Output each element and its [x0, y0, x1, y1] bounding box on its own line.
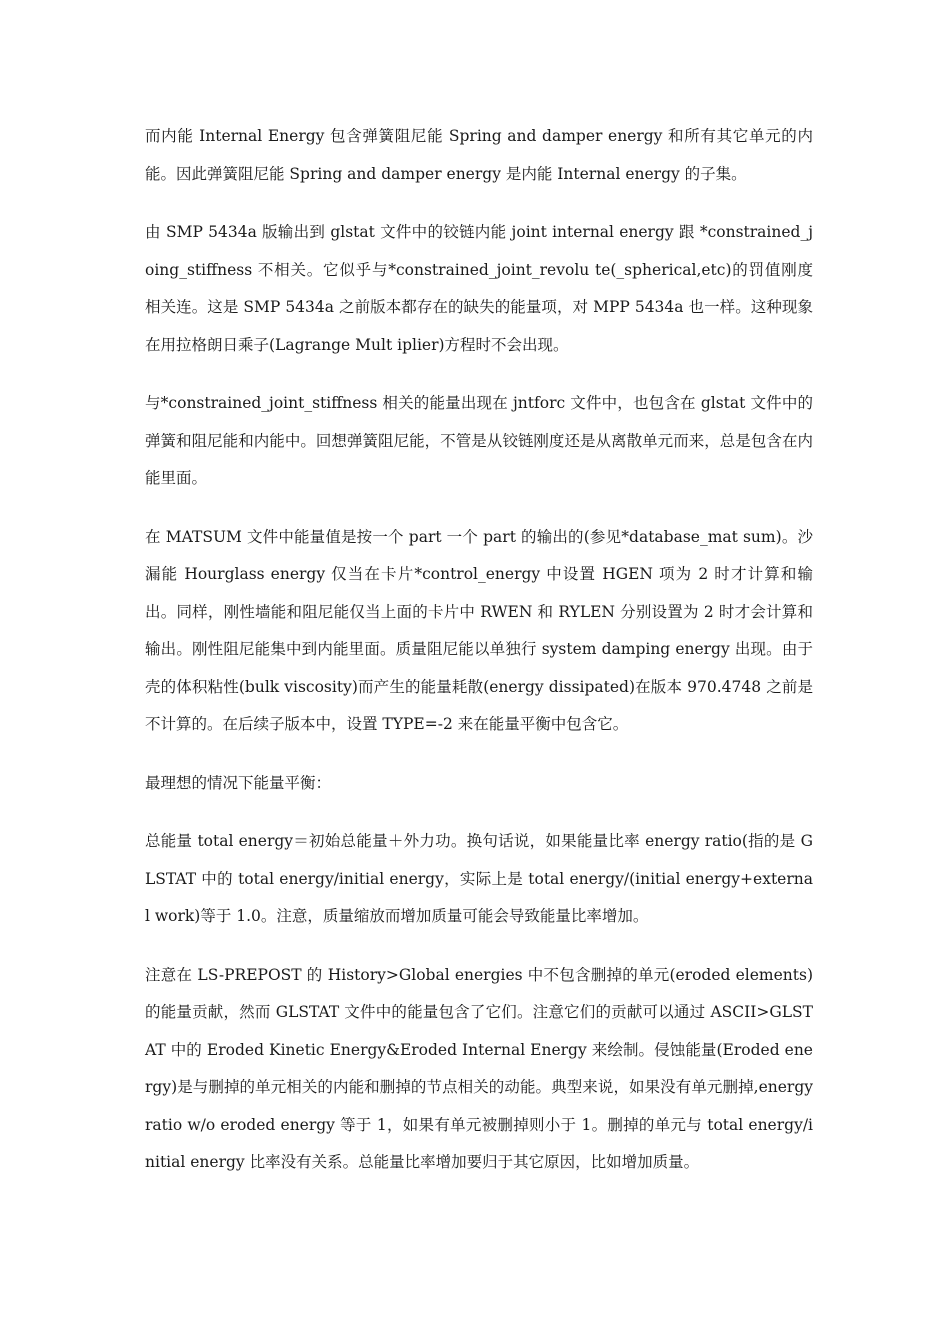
paragraph-eroded-energy: 注意在 LS-PREPOST 的 History>Global energies 中不包含删掉的单元(eroded elements)的能量贡献，然而 GLSTAT 文件中的能量包含了它们。注意它们的贡献可以通过 ASCII>GLSTAT 中的 Eroded Kinetic Energy&Eroded Internal Energy 来绘制。侵蚀能量(Eroded energy)是与删掉的单元相关的内能和删掉的节点相关的动能。典型来说，如果没有单元删掉,energy ratio w/o eroded energy 等于 1，如果有单元被删掉则小于 1。删掉的单元与 total energy/initial energy 比率没有关系。总能量比率增加要归于其它原因，比如增加质量。 — [145, 965, 813, 1171]
paragraph-joint-internal-energy: 由 SMP 5434a 版输出到 glstat 文件中的铰链内能 joint internal energy 跟 *constrained_joing_stiffness 不相关。它似乎与*constrained_joint_revolu te(_spherical,etc)的罚值刚度相关连。这是 SMP 5434a 之前版本都存在的缺失的能量项，对 MPP 5434a 也一样。这种现象在用拉格朗日乘子(Lagrange Mult iplier)方程时不会出现。 — [145, 223, 813, 354]
paragraph-ideal-balance: 最理想的情况下能量平衡： — [145, 773, 332, 792]
paragraph-total-energy: 总能量 total energy＝初始总能量＋外力功。换句话说，如果能量比率 energy ratio(指的是 GLSTAT 中的 total energy/initial energy，实际上是 total energy/(initial energy+external work)等于 1.0。注意，质量缩放而增加质量可能会导致能量比率增加。 — [145, 832, 813, 925]
paragraph-internal-energy: 而内能 Internal Energy 包含弹簧阻尼能 Spring and damper energy 和所有其它单元的内能。因此弹簧阻尼能 Spring and damper energy 是内能 Internal energy 的子集。 — [145, 127, 813, 183]
document-body — [145, 118, 813, 1203]
paragraph-joint-stiffness: 与*constrained_joint_stiffness 相关的能量出现在 jntforc 文件中，也包含在 glstat 文件中的弹簧和阻尼能和内能中。回想弹簧阻尼能，不管是从铰链刚度还是从离散单元而来，总是包含在内能里面。 — [145, 394, 813, 487]
paragraph-matsum: 在 MATSUM 文件中能量值是按一个 part 一个 part 的输出的(参见*database_mat sum)。沙漏能 Hourglass energy 仅当在卡片*control_energy 中设置 HGEN 项为 2 时才计算和输出。同样，刚性墙能和阻尼能仅当上面的卡片中 RWEN 和 RYLEN 分别设置为 2 时才会计算和输出。刚性阻尼能集中到内能里面。质量阻尼能以单独行 system damping energy 出现。由于壳的体积粘性(bulk viscosity)而产生的能量耗散(energy dissipated)在版本 970.4748 之前是不计算的。在后续子版本中，设置 TYPE=-2 来在能量平衡中包含它。 — [145, 527, 813, 733]
